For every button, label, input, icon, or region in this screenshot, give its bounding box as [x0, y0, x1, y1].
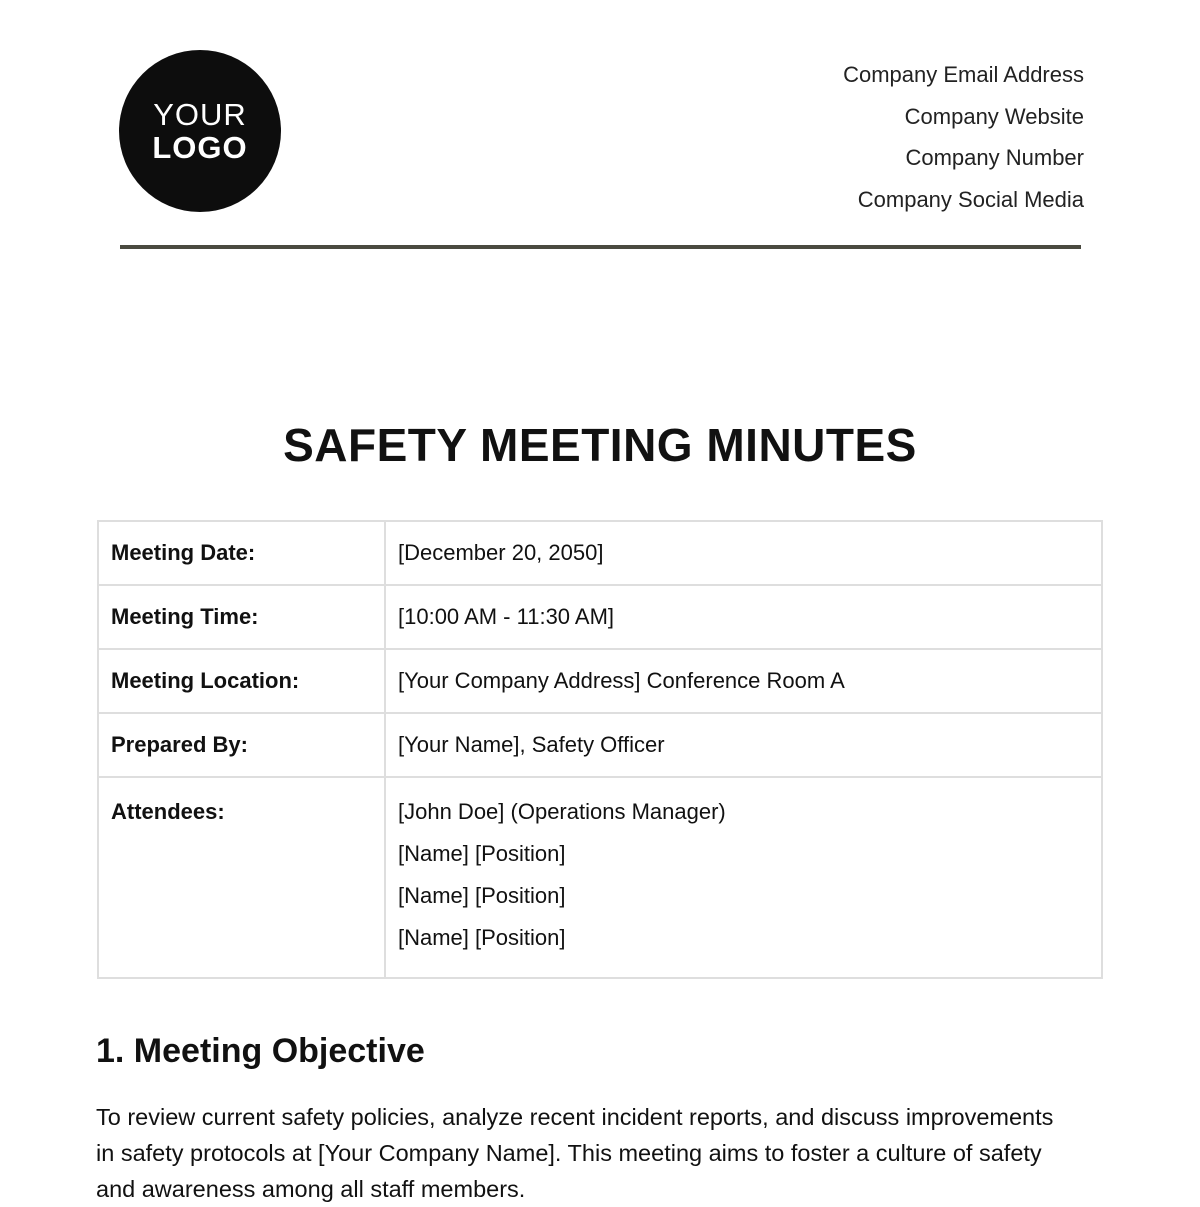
company-contact-info	[843, 54, 1084, 221]
row-label: Prepared By:	[98, 713, 385, 777]
header-divider	[120, 245, 1081, 249]
company-number: Company Number	[905, 145, 1084, 171]
logo-text-line1: YOUR	[153, 97, 247, 132]
company-social-media: Company Social Media	[857, 187, 1084, 213]
row-label: Meeting Time:	[98, 585, 385, 649]
table-row	[98, 713, 1102, 777]
attendee: [Name] [Position]	[398, 925, 566, 950]
logo-text-line2: LOGO	[152, 130, 248, 165]
company-email: Company Email Address	[843, 62, 1084, 87]
row-label: Meeting Date:	[98, 521, 385, 585]
row-value: [10:00 AM - 11:30 AM]	[385, 585, 1102, 649]
document-title: SAFETY MEETING MINUTES	[283, 419, 917, 471]
row-value: [December 20, 2050]	[385, 521, 1102, 585]
attendee: [Name] [Position]	[398, 841, 566, 866]
meeting-details-table	[97, 520, 1103, 979]
row-value: [Your Name], Safety Officer	[385, 713, 1102, 777]
section-heading: 1. Meeting Objective	[96, 1032, 425, 1070]
company-website: Company Website	[904, 103, 1084, 129]
row-value: [Your Company Address] Conference Room A	[385, 649, 1102, 713]
table-row	[98, 649, 1102, 713]
row-label: Attendees:	[98, 777, 385, 978]
company-logo	[119, 50, 281, 212]
table-row	[98, 585, 1102, 649]
row-label: Meeting Location:	[98, 649, 385, 713]
attendee: [Name] [Position]	[398, 883, 566, 908]
table-row-attendees	[98, 777, 1102, 978]
section-paragraph: To review current safety policies, analyze recent incident reports, and discuss improvements in safety protocols at [Your Company Name]. This meeting aims to foster a culture of safety and awareness among all staff members.	[96, 1104, 1054, 1202]
attendees-list	[385, 777, 1102, 978]
table-row	[98, 521, 1102, 585]
attendee: [John Doe] (Operations Manager)	[398, 799, 726, 824]
